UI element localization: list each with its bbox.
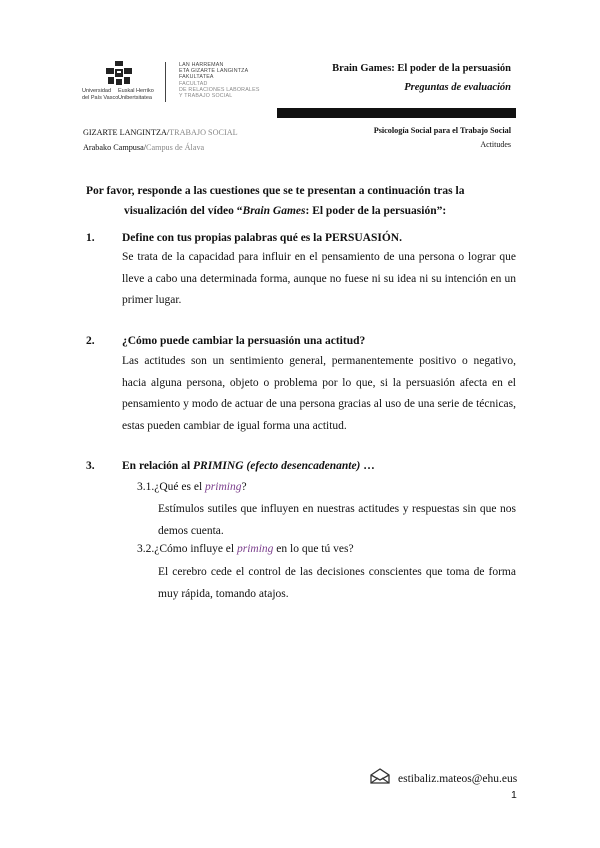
university-logo-icon — [104, 60, 134, 86]
subquestion-3-2-answer: El cerebro cede el control de las decisiones conscientes que toma de forma muy rápida, tomando atajos. — [158, 566, 516, 600]
faculty-name: LAN HARREMAN ETA GIZARTE LANGINTZA FAKULTATEA FACULTAD DE RELACIONES LABORALES Y TRABAJO SOCIAL — [179, 62, 260, 100]
topic-name: Actitudes — [480, 140, 511, 149]
envelope-icon — [369, 767, 391, 785]
course-name: Psicología Social para el Trabajo Social — [373, 126, 511, 135]
question-2-answer: Las actitudes son un sentimiento general, permanentemente positivo o negativo, hacia alguna persona, objeto o problema por lo que, si la persuasión afecta en el pensamiento y modo de actuar de una persona gracias al uso de una serie de técnicas, estas pueden cambiar de igual forma una actitud. — [122, 355, 516, 432]
question-2-number: 2. — [86, 335, 95, 347]
subquestion-3-1-answer: Estímulos sutiles que influyen en nuestras actitudes y respuestas sin que nos demos cuenta. — [158, 503, 516, 537]
document-title: Brain Games: El poder de la persuasión — [332, 63, 511, 74]
logo-divider — [165, 62, 166, 102]
university-name-eu: Euskal Herriko Unibertsitatea — [118, 88, 154, 101]
page-number: 1 — [511, 789, 517, 801]
document-subtitle: Preguntas de evaluación — [404, 82, 511, 93]
campus: Arabako Campusa/Campus de Álava — [83, 143, 205, 152]
header-bar — [277, 108, 516, 118]
subquestion-3-1: 3.1.¿Qué es el priming? — [137, 481, 247, 493]
author-email[interactable]: estibaliz.mateos@ehu.eus — [398, 773, 518, 785]
department: GIZARTE LANGINTZA/TRABAJO SOCIAL — [83, 128, 238, 137]
question-1-answer: Se trata de la capacidad para influir en el pensamiento de una persona o lograr que lleve a cabo una determinada forma, aunque no fuese ni su idea ni su intención en un primer lugar. — [122, 251, 516, 306]
question-1-number: 1. — [86, 232, 95, 244]
question-3-title: En relación al PRIMING (efecto desencadenante) … — [122, 460, 375, 472]
question-3-number: 3. — [86, 460, 95, 472]
subquestion-3-2: 3.2.¿Cómo influye el priming en lo que tú ves? — [137, 543, 354, 555]
university-name-es: Universidad del País Vasco — [82, 88, 119, 101]
question-1-title: Define con tus propias palabras qué es la PERSUASIÓN. — [122, 232, 402, 244]
question-2-title: ¿Cómo puede cambiar la persuasión una actitud? — [122, 335, 366, 347]
intro-instructions: Por favor, responde a las cuestiones que se te presentan a continuación tras la visualización del vídeo “Brain Games: El poder de la persuasión”: — [86, 185, 465, 217]
